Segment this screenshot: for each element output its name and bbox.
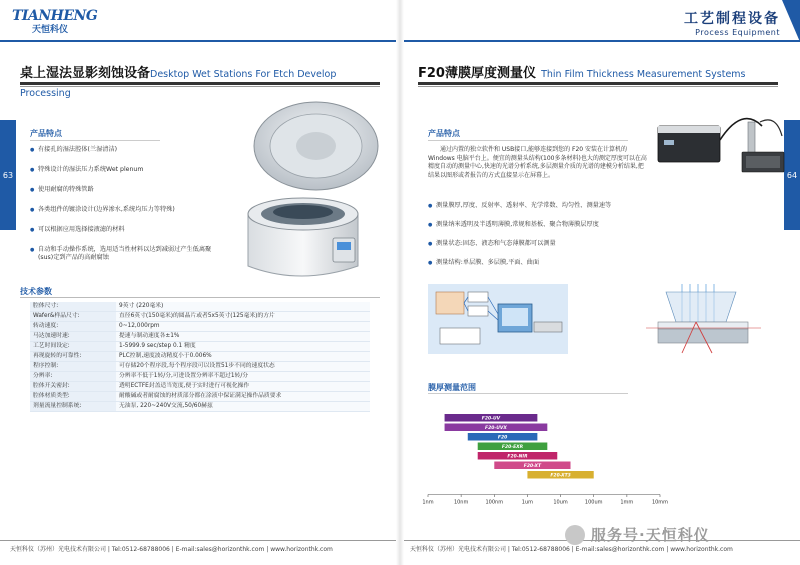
footer-rule: [0, 540, 400, 541]
spec-key: 工艺时间设定:: [30, 342, 116, 352]
list-item: ● 可以根据应用选择接液滤的材料: [30, 226, 220, 234]
range-bar-label: F20-XT: [523, 464, 542, 470]
footer-left: 天恒科仪（苏州）光电技术有限公司 | Tel:0512-68788006 | E-mail:sales@horizonthk.com | www.horizonthk.com: [10, 546, 333, 553]
process-title: [684, 8, 780, 37]
f20-system-diagram: [428, 284, 568, 354]
list-item: ● 测量膜厚,厚度、反射率、透射率、光学常数、均匀性、测量速等: [428, 202, 648, 210]
spec-value: 直径6英寸(150毫米)的圆晶片或者5x5英寸(125毫米)的方片: [116, 312, 370, 322]
logo-text-cn: 天恒科仪: [32, 25, 69, 35]
range-bar-label: F20-UVX: [485, 426, 507, 432]
page-gutter: [396, 0, 404, 565]
table-row: [30, 302, 370, 312]
f20-title-cn: F20薄膜厚度测量仪: [418, 66, 536, 81]
features-rule: [30, 140, 160, 141]
spec-key: 再现旋转的可靠性:: [30, 352, 116, 362]
list-item: ● 测量结构:单层膜、多层膜,平面、曲面: [428, 259, 648, 267]
spec-value: 0~12,000rpm: [116, 322, 370, 332]
features-list: [30, 146, 220, 274]
title-bar: [418, 82, 778, 85]
x-tick-label: 1mm: [620, 499, 634, 506]
header-corner-shape: [782, 0, 800, 42]
features-heading: 产品特点: [30, 129, 62, 138]
table-row: [30, 362, 370, 372]
x-tick-label: 1nm: [422, 499, 434, 506]
table-row: [30, 392, 370, 402]
f20-title-en: Thin Film Thickness Measurement Systems: [541, 69, 746, 80]
table-row: [30, 372, 370, 382]
list-item: ● 各类组件的镀涂设计(边界渗水,系统均压力等特殊): [30, 206, 220, 214]
list-item: ● 自动和手动操作系统，选用适当性材料以达到减弱过产生低离聚(sus)定到产品的高耐腐蚀: [30, 246, 220, 262]
title-bar: [20, 82, 380, 85]
table-row: [30, 352, 370, 362]
range-bar-label: F20-NIR: [507, 454, 528, 460]
spec-key: 转动速度:: [30, 322, 116, 332]
process-title-en: Process Equipment: [695, 28, 780, 37]
spec-value: 9英寸 (220毫米): [116, 302, 370, 312]
list-item: ● 有接孔的湿法腔体(兰湿清洁): [30, 146, 220, 154]
range-heading: 膜厚测量范围: [428, 383, 476, 392]
f20-title: [418, 62, 778, 81]
page-number: 64: [786, 170, 798, 180]
list-item: ● 使用耐腐的特殊管路: [30, 186, 220, 194]
spec-key: 程序控制:: [30, 362, 116, 372]
thickness-range-chart: [410, 400, 680, 508]
spec-key: 腔体尺寸:: [30, 302, 116, 312]
f20-photo: [650, 96, 790, 196]
spec-key: 马达加速时速:: [30, 332, 116, 342]
header-rule: [0, 40, 400, 42]
features-list: [428, 202, 648, 278]
reflection-diagram: [586, 278, 786, 363]
x-tick-label: 100nm: [485, 499, 504, 506]
table-row: [30, 342, 370, 352]
spec-value: 可存储20个程序段,每个程序段可以设置51步不同的速度状态: [116, 362, 370, 372]
table-row: [30, 382, 370, 392]
etcher-title-en: Desktop Wet Stations For Etch Develop Processing: [20, 69, 337, 99]
x-tick-label: 1um: [521, 499, 534, 506]
footer-right: 天恒科仪（苏州）光电技术有限公司 | Tel:0512-68788006 | E-mail:sales@horizonthk.com | www.horizonthk.com: [410, 546, 733, 553]
table-row: [30, 312, 370, 322]
list-item: ● 测量状态:固态、液态和气态薄膜都可以测量: [428, 240, 648, 248]
page-number-tab: [0, 120, 16, 230]
title-bar-thin: [20, 86, 380, 87]
x-tick-label: 10nm: [453, 499, 469, 506]
spec-value: 无油泵, 220~240V交流,50/60赫兹: [116, 402, 370, 412]
spec-value: 耐酸碱或者耐腐蚀的材质部分都在涂液中保证满足操作品质要求: [116, 392, 370, 402]
title-bar-thin: [418, 86, 778, 87]
spec-key: 腔体材质类型:: [30, 392, 116, 402]
x-tick-label: 10um: [553, 499, 568, 506]
spec-key: Wafer&样品尺寸:: [30, 312, 116, 322]
spec-key: 剂量流量控制系统:: [30, 402, 116, 412]
spec-table: [30, 302, 370, 412]
range-rule: [428, 393, 628, 394]
watermark-text: 服务号·天恒科仪: [591, 526, 710, 544]
spec-value: 提速与制动速度各±1%: [116, 332, 370, 342]
x-tick-label: 10mm: [651, 499, 669, 506]
company-logo: [12, 8, 98, 36]
etcher-title-cn: 桌上湿法显影刻蚀设备: [20, 66, 151, 81]
process-title-cn: 工艺制程设备: [684, 11, 780, 27]
spec-key: 分辨率:: [30, 372, 116, 382]
product-intro: 通过内置的独立软件和 USB接口,能够连接到您的 F20 安装在计算机的Windows 电脑平台上。便宜的测量头结构(100多条材料)也大的测定厚度可以在高精度自动的测量中心,快速的光谱分析系统,多层测量介质的光谱的建模分析结果,把结果以图形或者报告的方式直接显示在屏幕上。: [428, 146, 647, 179]
page-number: 63: [2, 170, 14, 180]
x-tick-label: 100um: [584, 499, 603, 506]
spec-value: PLC控制,速度波动精度小于0.006%: [116, 352, 370, 362]
range-bar-label: F20: [497, 435, 508, 441]
spec-key: 腔体开关密封:: [30, 382, 116, 392]
table-row: [30, 322, 370, 332]
range-bar-label: F20-XT3: [550, 473, 571, 479]
right-page: [400, 0, 800, 565]
wechat-icon: [565, 525, 585, 545]
list-item: ● 特殊设计的湿法压力系统Wet plenum: [30, 166, 220, 174]
spec-value: 分辨率不低于1转/分,可进设置分辨率不超过1转/分: [116, 372, 370, 382]
spec-value: 1-5999.9 sec/step 0.1 精度: [116, 342, 370, 352]
list-item: ● 测量纳米透明及半透明薄膜,常规和基板、聚合物薄膜层厚度: [428, 221, 648, 229]
spec-heading: 技术参数: [20, 287, 52, 296]
spec-value: 透明ECTFE封盖适当宽度,便于实时进行可视化操作: [116, 382, 370, 392]
etcher-title: [20, 62, 380, 100]
etcher-photo: [208, 96, 393, 281]
wechat-watermark: [565, 524, 710, 545]
table-row: [30, 332, 370, 342]
features-heading: 产品特点: [428, 129, 460, 138]
table-row: [30, 402, 370, 412]
header-rule: [400, 40, 800, 42]
spec-rule: [20, 297, 380, 298]
range-bar-label: F20-UV: [481, 416, 501, 422]
logo-text-en: TIANHENG: [12, 8, 98, 24]
features-rule: [428, 140, 628, 141]
range-bar-label: F20-EXR: [501, 445, 524, 451]
